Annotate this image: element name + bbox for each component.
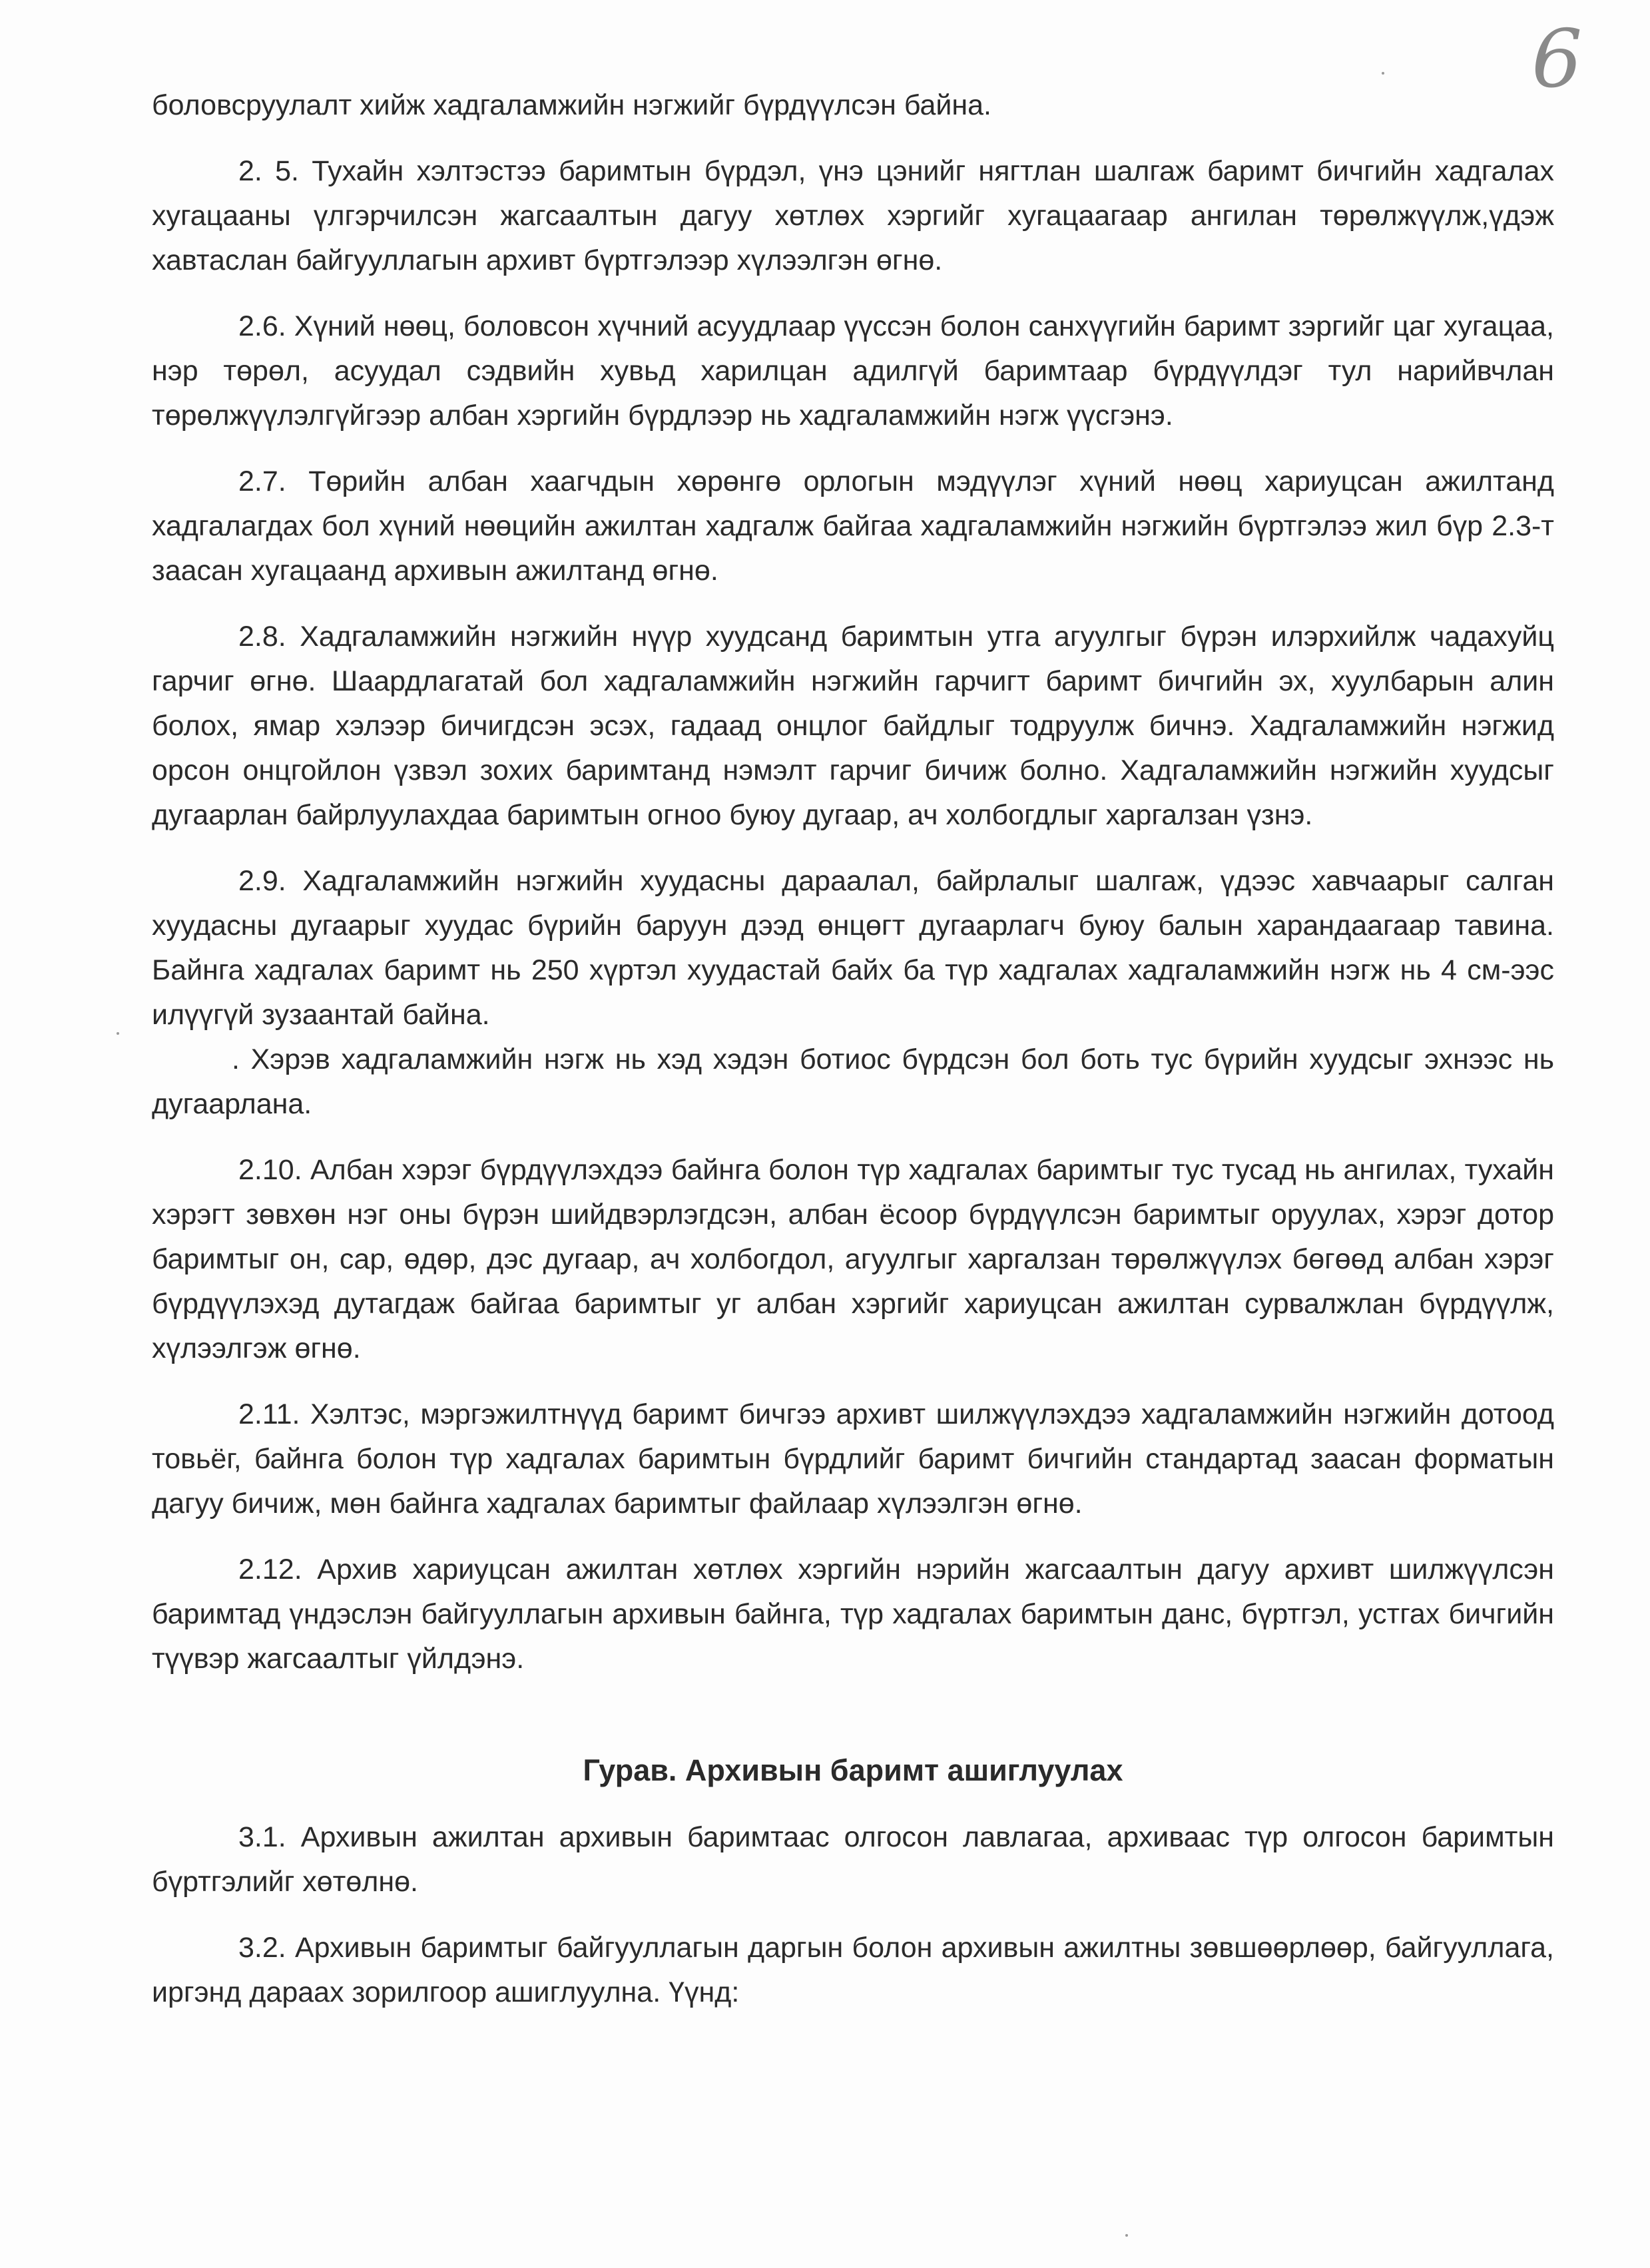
paragraph-3-1: 3.1. Архивын ажилтан архивын баримтаас олгосон лавлагаа, архиваас түр олгосон баримтын бүртгэлийг хөтөлнө.	[152, 1821, 1554, 1898]
paragraph-2-4-end: боловсруулалт хийж хадгаламжийн нэгжийг бүрдүүлсэн байна.	[152, 89, 992, 121]
paragraph-2-5: 2. 5. Тухайн хэлтэстээ баримтын бүрдэл, үнэ цэнийг нягтлан шалгаж баримт бичгийн хадгалах хугацааны үлгэрчилсэн жагсаалтын дагуу хөтлөх хэргийг хугацаагаар ангилан төрөлжүүлж,үдэж хавтаслан байгууллагын архивт бүртгэлээр хүлээлгэн өгнө.	[152, 155, 1554, 276]
paragraph-2-9: 2.9. Хадгаламжийн нэгжийн хуудасны дараалал, байрлалыг шалгаж, үдээс хавчаарыг салган хуудасны дугаарыг хуудас бүрийн баруун дээд өнцөгт дугаарлагч буюу балын харандаагаар тавина. Байнга хадгалах баримт нь 250 хүртэл хуудастай байх ба түр хадгалах хадгаламжийн нэгж нь 4 см-ээс илүүгүй зузаантай байна.	[152, 865, 1554, 1031]
paragraph-2-9-continuation: . Хэрэв хадгаламжийн нэгж нь хэд хэдэн ботиос бүрдсэн бол боть тус бүрийн хуудсыг эхнээс нь дугаарлана.	[152, 1043, 1554, 1120]
paragraph-2-6: 2.6. Хүний нөөц, боловсон хүчний асуудлаар үүссэн болон санхүүгийн баримт зэргийг цаг хугацаа, нэр төрөл, асуудал сэдвийн хувьд харилцан адилгүй баримтаар бүрдүүлдэг тул нарийвчлан төрөлжүүлэлгүйгээр албан хэргийн бүрдлээр нь хадгаламжийн нэгж үүсгэнэ.	[152, 310, 1554, 431]
paragraph-2-10: 2.10. Албан хэрэг бүрдүүлэхдээ байнга болон түр хадгалах баримтыг тус тусад нь ангилах, тухайн хэрэгт зөвхөн нэг оны бүрэн шийдвэрлэгдсэн, албан ёсоор бүрдүүлсэн баримтыг оруулах, хэрэг дотор баримтыг он, сар, өдөр, дэс дугаар, ач холбогдол, агуулгыг харгалзан төрөлжүүлэх бөгөөд албан хэрэг бүрдүүлэхэд дутагдаж байгаа баримтыг уг албан хэргийг хариуцсан ажилтан сурвалжлан бүрдүүлж, хүлээлгэж өгнө.	[152, 1154, 1554, 1364]
paragraph-2-7: 2.7. Төрийн албан хаагчдын хөрөнгө орлогын мэдүүлэг хүний нөөц хариуцсан ажилтанд хадгалагдах бол хүний нөөцийн ажилтан хадгалж байгаа хадгаламжийн нэгжийн бүртгэлээ жил бүр 2.3-т заасан хугацаанд архивын ажилтанд өгнө.	[152, 465, 1554, 587]
scan-speck	[117, 1032, 119, 1035]
page-number: 6	[1531, 13, 1583, 106]
paragraph-2-11: 2.11. Хэлтэс, мэргэжилтнүүд баримт бичгээ архивт шилжүүлэхдээ хадгаламжийн нэгжийн дотоод товьёг, байнга болон түр хадгалах баримтын бүрдлийг баримт бичгийн стандартад заасан форматын дагуу бичиж, мөн байнга хадгалах баримтыг файлаар хүлээлгэн өгнө.	[152, 1398, 1554, 1520]
scan-speck	[1382, 72, 1384, 75]
section-heading: Гурав. Архивын баримт ашиглуулах	[583, 1753, 1123, 1787]
paragraph-2-12: 2.12. Архив хариуцсан ажилтан хөтлөх хэргийн нэрийн жагсаалтын дагуу архивт шилжүүлсэн баримтад үндэслэн байгууллагын архивын байнга, түр хадгалах баримтын данс, бүртгэл, устгах бичгийн түүвэр жагсаалтыг үйлдэнэ.	[152, 1554, 1554, 1675]
paragraph-3-2: 3.2. Архивын баримтыг байгууллагын даргын болон архивын ажилтны зөвшөөрлөөр, байгууллага, иргэнд дараах зорилгоор ашиглуулна. Үүнд:	[152, 1932, 1554, 2008]
scan-speck	[1125, 2234, 1128, 2237]
document-body	[152, 83, 1554, 2036]
paragraph-2-8: 2.8. Хадгаламжийн нэгжийн нүүр хуудсанд баримтын утга агуулгыг бүрэн илэрхийлж чадахуйц гарчиг өгнө. Шаардлагатай бол хадгаламжийн нэгжийн гарчигт баримт бичгийн эх, хуулбарын алин болох, ямар хэлээр бичигдсэн эсэх, гадаад онцлог байдлыг тодруулж бичнэ. Хадгаламжийн нэгжид орсон онцгойлон үзвэл зохих баримтанд нэмэлт гарчиг бичиж болно. Хадгаламжийн нэгжийн хуудсыг дугаарлан байрлуулахдаа баримтын огноо буюу дугаар, ач холбогдлыг харгалзан үзнэ.	[152, 621, 1554, 831]
